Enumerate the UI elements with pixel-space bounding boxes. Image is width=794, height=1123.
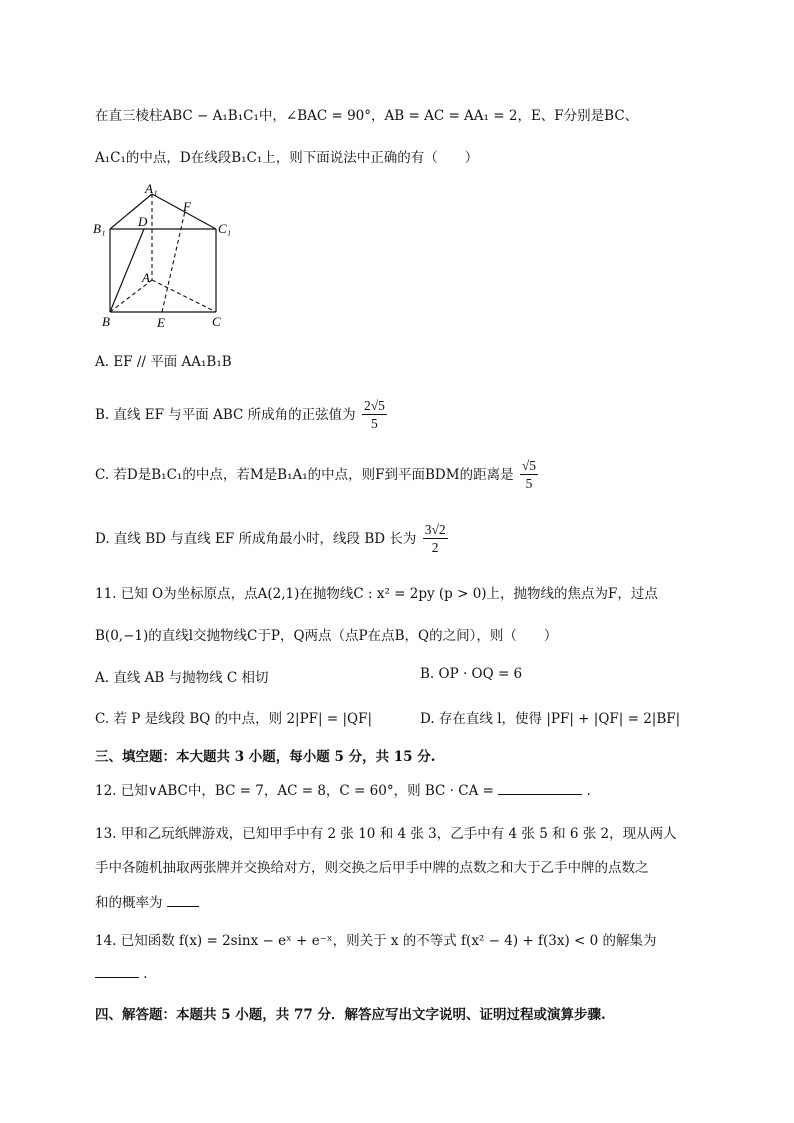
- prism-figure: [92, 182, 252, 332]
- q13-line3: [95, 891, 199, 911]
- q10-option-b-fraction: [362, 398, 387, 433]
- fraction-numerator: 2√5: [363, 398, 385, 413]
- q10-option-b: [95, 398, 389, 433]
- label-D: D: [138, 214, 148, 229]
- q11-option-b: B. OP · OQ = 6: [420, 666, 523, 682]
- q12-answer-blank: [498, 794, 582, 795]
- q12-tail: .: [586, 783, 591, 799]
- label-A: A: [142, 270, 150, 285]
- q14-answer-blank: [95, 977, 139, 978]
- q11-option-c: C. 若 P 是线段 BQ 的中点，则 2|PF| = |QF|: [95, 711, 373, 727]
- label-F: F: [183, 199, 191, 214]
- label-E: E: [157, 315, 165, 330]
- section-4-heading: 四、解答题：本题共 5 小题，共 77 分．解答应写出文字说明、证明过程或演算步骤.: [95, 1007, 606, 1023]
- fraction-numerator: 3√2: [424, 522, 446, 537]
- q13-line3-text: 和的概率为: [95, 895, 163, 911]
- q10-option-b-text: B. 直线 EF 与平面 ABC 所成角的正弦值为: [95, 407, 356, 423]
- fraction-denominator: 2: [431, 540, 439, 555]
- q10-option-d-text: D. 直线 BD 与直线 EF 所成角最小时，线段 BD 长为: [95, 531, 417, 547]
- q12: [95, 779, 591, 799]
- q13-line2: 手中各随机抽取两张牌并交换给对方，则交换之后甲手中牌的点数之和大于乙手中牌的点数之: [95, 860, 649, 876]
- fraction-denominator: 5: [371, 416, 378, 431]
- q10-stem-line1: 在直三棱柱ABC − A₁B₁C₁中，∠BAC = 90°，AB = AC = AA₁ = 2，E、F分别是BC、: [95, 108, 639, 124]
- section-3-heading: 三、填空题：本大题共 3 小题，每小题 5 分，共 15 分.: [95, 749, 436, 765]
- q10-option-a: A. EF // 平面 AA₁B₁B: [95, 354, 232, 370]
- label-A1: A₁: [145, 182, 158, 196]
- label-C1: C₁: [218, 221, 232, 236]
- q13-line1: 13. 甲和乙玩纸牌游戏，已知甲手中有 2 张 10 和 4 张 3，乙手中有 4 张 5 和 6 张 2，现从两人: [95, 826, 677, 842]
- q12-text: 12. 已知∨ABC中，BC = 7，AC = 8，C = 60°，则 BC · CA =: [95, 783, 494, 799]
- q10-stem-line2: A₁C₁的中点，D在线段B₁C₁上，则下面说法中正确的有（ ）: [95, 150, 479, 166]
- label-B1: B₁: [93, 221, 106, 236]
- fraction-numerator: √5: [521, 458, 537, 473]
- q14-line1: 14. 已知函数 f(x) = 2sinx − eˣ + e⁻ˣ，则关于 x 的不等式 f(x² − 4) + f(3x) < 0 的解集为: [95, 933, 657, 949]
- fraction-denominator: 5: [525, 476, 533, 491]
- q14-line2: [95, 966, 148, 982]
- q10-option-c-fraction: [520, 458, 538, 493]
- label-C: C: [212, 314, 221, 329]
- q10-option-c: [95, 458, 540, 493]
- q10-option-c-text: C. 若D是B₁C₁的中点，若M是B₁A₁的中点，则F到平面BDM的距离是: [95, 467, 514, 483]
- q10-option-d: [95, 522, 450, 557]
- q11-stem-line1: 11. 已知 O为坐标原点，点A(2,1)在抛物线C : x² = 2py (p > 0)上，抛物线的焦点为F，过点: [95, 586, 658, 602]
- q10-option-d-fraction: [423, 522, 448, 557]
- q11-option-a: A. 直线 AB 与抛物线 C 相切: [95, 670, 269, 686]
- q11-stem-line2: B(0,−1)的直线l交抛物线C于P，Q两点（点P在点B，Q的之间），则（ ）: [95, 628, 558, 644]
- q11-option-d: D. 存在直线 l，使得 |PF| + |QF| = 2|BF|: [420, 711, 681, 727]
- label-B: B: [102, 314, 110, 329]
- q13-answer-blank: [167, 906, 199, 907]
- q14-tail: .: [143, 966, 148, 982]
